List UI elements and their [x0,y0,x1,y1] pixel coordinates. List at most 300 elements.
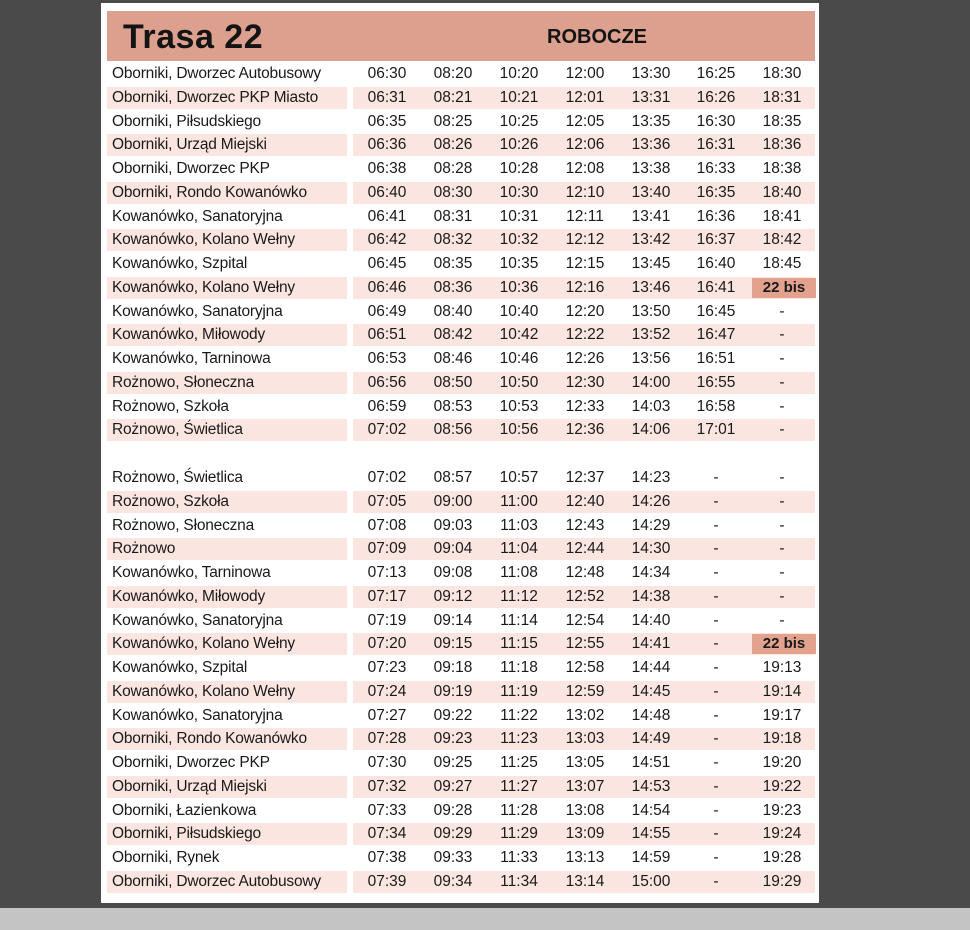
departure-time: 06:30 [367,65,407,82]
table-row [107,418,815,442]
departure-time: 10:21 [499,88,539,106]
departure-time: 13:08 [565,801,605,819]
departure-time: 14:41 [631,635,671,653]
departure-time: 19:13 [762,659,802,676]
departure-time: 08:25 [433,112,473,130]
stop-name: Rożnowo, Słoneczna [112,516,255,534]
departure-time: 10:57 [499,469,539,486]
table-row [107,347,815,371]
departure-time: - [779,564,785,581]
table-row [107,609,815,633]
departure-time: 12:43 [565,516,605,534]
table-row [107,205,815,229]
departure-time: 07:23 [367,659,407,676]
departure-time: 18:36 [762,136,802,154]
table-row [107,632,815,656]
stop-name: Oborniki, Piłsudskiego [112,825,261,843]
departure-time: 16:47 [696,326,736,344]
departure-time: 09:28 [433,801,473,819]
departure-time: 11:23 [500,730,538,748]
departure-time: - [779,397,785,415]
departure-time: 08:42 [433,326,473,344]
departure-time: 13:09 [565,825,605,843]
departure-time: 14:55 [631,825,671,843]
table-row [107,727,815,751]
departure-time: 07:13 [367,564,407,581]
departure-time: - [713,849,719,866]
timetable-sheet [101,3,819,903]
departure-time: 07:19 [367,611,407,629]
stop-name: Kowanówko, Sanatoryjna [112,611,283,629]
departure-time: 06:41 [367,207,407,225]
departure-time: 16:37 [696,231,736,249]
departure-time: 11:18 [500,659,538,676]
table-row [107,775,815,799]
departure-time: 07:32 [367,777,407,795]
departure-time: 06:40 [367,183,407,201]
departure-time: 18:35 [762,112,802,130]
departure-time: 13:30 [631,65,671,82]
departure-time: - [779,611,785,629]
departure-time: 12:33 [565,397,605,415]
stop-name: Oborniki, Dworzec Autobusowy [112,872,321,890]
departure-time: - [713,469,719,486]
departure-time: 07:20 [367,635,407,653]
departure-time: 12:16 [565,278,605,296]
departure-time: 12:15 [565,255,605,272]
departure-time: 14:03 [631,397,671,415]
table-row [107,110,815,134]
departure-time: 16:55 [696,373,736,391]
departure-time: 12:11 [566,207,604,225]
departure-time: 10:56 [499,421,539,439]
departure-time: 16:35 [696,183,736,201]
departure-time: 09:15 [433,635,473,653]
stop-name: Kowanówko, Tarninowa [112,350,271,367]
departure-time: - [713,492,719,510]
departure-time: 10:31 [499,207,539,225]
departure-time: 07:24 [367,682,407,700]
departure-time: - [713,754,719,771]
departure-time: 11:00 [500,492,538,510]
departure-time: 07:17 [367,587,407,605]
route-variant-badge: 22 bis [752,634,816,654]
departure-time: 14:45 [631,682,671,700]
departure-time: 08:50 [433,373,473,391]
departure-time: 08:56 [433,421,473,439]
departure-time: 07:02 [367,469,407,486]
departure-time: 07:28 [367,730,407,748]
departure-time: 09:29 [433,825,473,843]
table-row [107,822,815,846]
departure-time: 18:45 [762,255,802,272]
departure-time: 09:00 [433,492,473,510]
departure-time: 11:12 [500,587,538,605]
departure-time: 10:40 [499,302,539,320]
departure-time: 14:49 [631,730,671,748]
stop-name: Kowanówko, Sanatoryjna [112,207,283,225]
stop-name: Oborniki, Rondo Kowanówko [112,183,307,201]
departure-time: 16:51 [696,350,736,367]
stop-name: Oborniki, Dworzec PKP [112,160,270,177]
departure-time: 09:04 [433,540,473,558]
stop-name: Kowanówko, Miłowody [112,587,265,605]
departure-time: 12:54 [565,611,605,629]
stop-name: Oborniki, Urząd Miejski [112,136,267,154]
departure-time: 13:41 [631,207,671,225]
departure-time: 18:31 [762,88,802,106]
departure-time: - [713,801,719,819]
departure-time: 08:21 [433,88,473,106]
departure-time: 07:38 [367,849,407,866]
departure-time: 08:30 [433,183,473,201]
departure-time: 10:20 [499,65,539,82]
departure-time: - [713,825,719,843]
departure-time: 10:26 [499,136,539,154]
departure-time: - [713,777,719,795]
departure-time: 09:12 [433,587,473,605]
table-row [107,656,815,680]
departure-time: 09:19 [433,682,473,700]
departure-time: 12:58 [565,659,605,676]
departure-time: 16:40 [696,255,736,272]
departure-time: 11:22 [500,706,538,724]
departure-time: 09:18 [433,659,473,676]
departure-time: 16:41 [696,278,736,296]
departure-time: 09:25 [433,754,473,771]
departure-time: 07:09 [367,540,407,558]
departure-time: 19:28 [762,849,802,866]
table-row [107,181,815,205]
departure-time: 18:41 [762,207,802,225]
departure-time: 16:25 [696,65,736,82]
departure-time: 10:50 [499,373,539,391]
departure-time: 14:34 [631,564,671,581]
departure-time: 08:31 [433,207,473,225]
departure-time: 14:51 [631,754,671,771]
departure-time: 10:53 [499,397,539,415]
departure-time: 13:45 [631,255,671,272]
departure-time: 18:38 [762,160,802,177]
stop-name: Rożnowo, Słoneczna [112,373,255,391]
departure-time: 16:36 [696,207,736,225]
departure-time: - [779,469,785,486]
stop-name: Kowanówko, Szpital [112,659,248,676]
stop-name: Kowanówko, Miłowody [112,326,265,344]
departure-time: 10:25 [499,112,539,130]
stop-name: Rożnowo, Świetlica [112,421,243,439]
departure-time: 09:23 [433,730,473,748]
departure-time: 13:07 [565,777,605,795]
departure-time: 12:59 [565,682,605,700]
departure-time: 16:33 [696,160,736,177]
departure-time: 07:34 [367,825,407,843]
departure-time: 14:06 [631,421,671,439]
departure-time: 19:23 [762,801,802,819]
departure-time: - [779,326,785,344]
departure-time: 08:28 [433,160,473,177]
departure-time: 13:31 [631,88,671,106]
departure-time: 14:53 [631,777,671,795]
departure-time: 08:36 [433,278,473,296]
table-row [107,870,815,894]
timetable-header [107,11,815,61]
table-row [107,514,815,538]
departure-time: - [779,516,785,534]
stop-name: Oborniki, Dworzec PKP [112,754,270,771]
stop-name: Kowanówko, Szpital [112,255,248,272]
table-row [107,846,815,870]
table-row [107,62,815,86]
departure-time: 09:08 [433,564,473,581]
table-row [107,680,815,704]
departure-time: 08:26 [433,136,473,154]
departure-time: 08:46 [433,350,473,367]
stop-name: Oborniki, Rynek [112,849,220,866]
stop-name: Rożnowo, Szkoła [112,492,229,510]
departure-time: 10:30 [499,183,539,201]
departure-time: 12:26 [565,350,605,367]
departure-time: 19:17 [762,706,802,724]
departure-time: 09:03 [433,516,473,534]
departure-time: 12:37 [565,469,605,486]
departure-time: 12:00 [565,65,605,82]
departure-time: 15:00 [631,872,671,890]
table-row [107,395,815,419]
departure-time: 11:14 [500,611,538,629]
table-row [107,466,815,490]
departure-time: 13:05 [565,754,605,771]
departure-time: 14:26 [631,492,671,510]
table-row [107,323,815,347]
departure-time: 11:33 [500,849,538,866]
departure-time: 14:30 [631,540,671,558]
departure-time: 07:02 [367,421,407,439]
departure-time: - [713,682,719,700]
departure-time: 11:03 [500,516,538,534]
departure-time: - [713,730,719,748]
departure-time: 16:58 [696,397,736,415]
departure-time: 13:14 [565,872,605,890]
departure-time: 07:30 [367,754,407,771]
departure-time: 13:13 [565,849,605,866]
departure-time: 11:15 [500,635,538,653]
table-row [107,252,815,276]
departure-time: 13:42 [631,231,671,249]
timetable-block-2 [107,466,815,894]
departure-time: 06:38 [367,160,407,177]
departure-time: 12:30 [565,373,605,391]
departure-time: 19:14 [762,682,802,700]
departure-time: 12:22 [565,326,605,344]
departure-time: - [779,540,785,558]
departure-time: 07:33 [367,801,407,819]
departure-time: - [779,421,785,439]
stop-name: Kowanówko, Sanatoryjna [112,706,283,724]
departure-time: 08:57 [433,469,473,486]
departure-time: 13:02 [565,706,605,724]
stop-name: Rożnowo [112,540,176,558]
departure-time: 12:36 [565,421,605,439]
departure-time: 12:52 [565,587,605,605]
departure-time: 14:40 [631,611,671,629]
departure-time: 12:40 [565,492,605,510]
departure-time: 09:33 [433,849,473,866]
departure-time: 09:14 [433,611,473,629]
table-row [107,371,815,395]
departure-time: 14:48 [631,706,671,724]
departure-time: 12:06 [565,136,605,154]
departure-time: 13:40 [631,183,671,201]
departure-time: 11:25 [500,754,538,771]
route-title: Trasa 22 [123,18,264,56]
departure-time: - [713,540,719,558]
stop-name: Kowanówko, Tarninowa [112,564,271,581]
departure-time: 11:19 [500,682,538,700]
departure-time: 10:35 [499,255,539,272]
departure-time: 13:56 [631,350,671,367]
departure-time: 13:03 [565,730,605,748]
timetable-block-1 [107,62,815,442]
departure-time: 17:01 [696,421,736,439]
departure-time: - [713,659,719,676]
table-row [107,133,815,157]
departure-time: 18:30 [762,65,802,82]
departure-time: 12:44 [565,540,605,558]
stop-name: Kowanówko, Sanatoryjna [112,302,283,320]
departure-time: - [713,516,719,534]
departure-time: 11:29 [500,825,538,843]
departure-time: - [779,373,785,391]
departure-time: 09:22 [433,706,473,724]
departure-time: 19:29 [762,872,802,890]
departure-time: 08:20 [433,65,473,82]
stop-name: Oborniki, Dworzec PKP Miasto [112,88,319,106]
departure-time: 06:49 [367,302,407,320]
table-row [107,300,815,324]
table-row [107,799,815,823]
departure-time: 07:05 [367,492,407,510]
departure-time: 07:39 [367,872,407,890]
departure-time: 19:20 [762,754,802,771]
departure-time: - [713,564,719,581]
departure-time: - [713,706,719,724]
stop-name: Oborniki, Łazienkowa [112,801,257,819]
departure-time: 12:01 [565,88,605,106]
departure-time: 06:53 [367,350,407,367]
departure-time: 11:28 [500,801,538,819]
departure-time: 10:36 [499,278,539,296]
table-row [107,86,815,110]
departure-time: - [713,872,719,890]
departure-time: 12:10 [565,183,605,201]
bottom-strip [0,908,970,930]
departure-time: 14:59 [631,849,671,866]
departure-time: 11:34 [500,872,538,890]
table-row [107,704,815,728]
departure-time: 13:36 [631,136,671,154]
departure-time: 16:31 [696,136,736,154]
departure-time: 11:04 [500,540,538,558]
departure-time: 10:42 [499,326,539,344]
table-row [107,228,815,252]
departure-time: 19:22 [762,777,802,795]
departure-time: 11:08 [500,564,538,581]
table-row [107,157,815,181]
departure-time: 10:32 [499,231,539,249]
departure-time: 12:20 [565,302,605,320]
table-row [107,751,815,775]
departure-time: 16:26 [696,88,736,106]
stop-name: Oborniki, Dworzec Autobusowy [112,65,321,82]
departure-time: 19:24 [762,825,802,843]
departure-time: 18:42 [762,231,802,249]
stop-name: Kowanówko, Kolano Wełny [112,231,295,249]
stop-name: Rożnowo, Szkoła [112,397,229,415]
departure-time: - [779,302,785,320]
stop-name: Kowanówko, Kolano Wełny [112,635,295,653]
table-row [107,490,815,514]
stop-name: Kowanówko, Kolano Wełny [112,682,295,700]
departure-time: 13:52 [631,326,671,344]
timetable-table [107,62,815,894]
departure-time: 14:23 [631,469,671,486]
departure-time: 18:40 [762,183,802,201]
departure-time: - [779,492,785,510]
departure-time: 14:29 [631,516,671,534]
route-variant-badge: 22 bis [752,278,816,298]
departure-time: 10:46 [499,350,539,367]
departure-time: 12:05 [565,112,605,130]
departure-time: 06:46 [367,278,407,296]
departure-time: 13:50 [631,302,671,320]
departure-time: 19:18 [762,730,802,748]
stop-name: Rożnowo, Świetlica [112,469,243,486]
departure-time: 16:45 [696,302,736,320]
departure-time: 12:12 [565,231,605,249]
stop-name: Oborniki, Piłsudskiego [112,112,261,130]
departure-time: 08:32 [433,231,473,249]
stop-name: Oborniki, Rondo Kowanówko [112,730,307,748]
table-row [107,561,815,585]
departure-time: 06:35 [367,112,407,130]
departure-time: 08:53 [433,397,473,415]
departure-time: - [713,587,719,605]
departure-time: 06:59 [367,397,407,415]
departure-time: 13:38 [631,160,671,177]
departure-time: 06:42 [367,231,407,249]
departure-time: - [713,635,719,653]
departure-time: - [713,611,719,629]
departure-time: 08:40 [433,302,473,320]
departure-time: 08:35 [433,255,473,272]
table-row [107,276,815,300]
stop-name: Oborniki, Urząd Miejski [112,777,267,795]
departure-time: 06:31 [367,88,407,106]
departure-time: 14:38 [631,587,671,605]
day-type-label: ROBOCZE [547,26,647,48]
departure-time: 16:30 [696,112,736,130]
departure-time: 10:28 [499,160,539,177]
departure-time: 14:00 [631,373,671,391]
departure-time: 06:45 [367,255,407,272]
departure-time: 12:55 [565,635,605,653]
departure-time: 13:46 [631,278,671,296]
departure-time: - [779,587,785,605]
departure-time: 11:27 [500,777,538,795]
departure-time: 13:35 [631,112,671,130]
departure-time: 09:27 [433,777,473,795]
